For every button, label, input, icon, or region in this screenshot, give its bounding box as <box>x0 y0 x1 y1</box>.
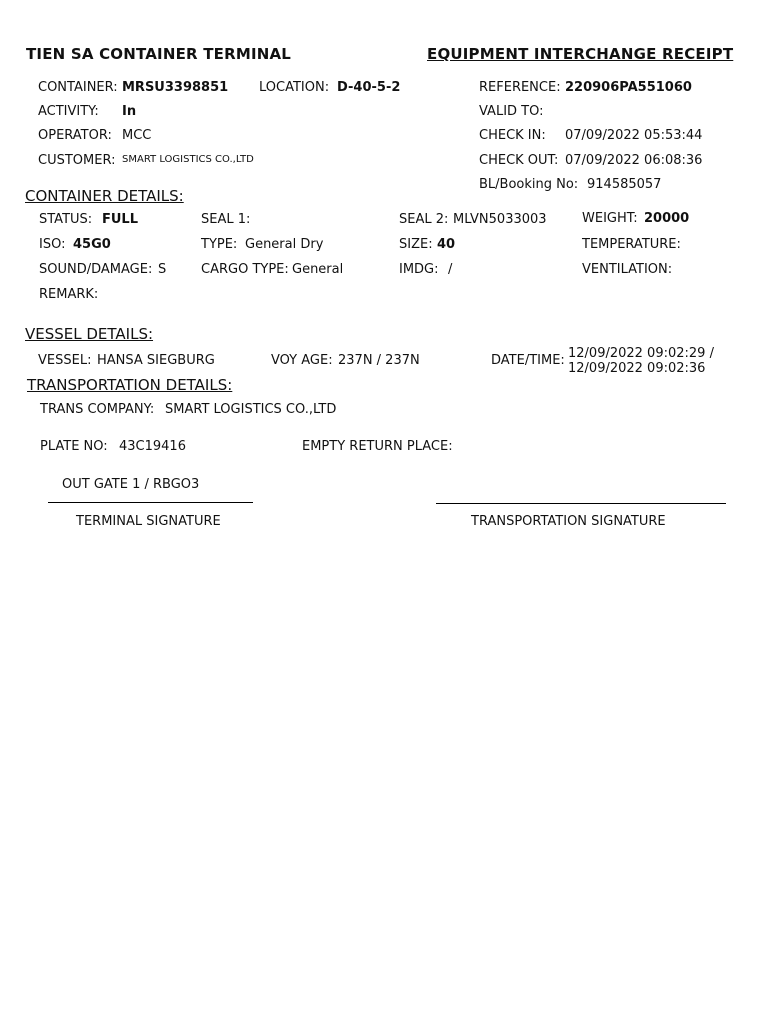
sound-damage-value: S <box>158 262 167 277</box>
vessel-label: VESSEL: <box>38 353 92 368</box>
booking-label: BL/Booking No: <box>479 177 579 192</box>
transport-signature-line <box>436 503 726 504</box>
status-value: FULL <box>102 212 139 227</box>
weight-value: 20000 <box>644 211 690 226</box>
seal2-label: SEAL 2: <box>399 212 449 227</box>
check-in-label: CHECK IN: <box>479 128 546 143</box>
container-details-heading: CONTAINER DETAILS: <box>25 187 184 205</box>
status-label: STATUS: <box>39 212 93 227</box>
weight-label: WEIGHT: <box>582 211 638 226</box>
seal1-label: SEAL 1: <box>201 212 251 227</box>
transport-details-heading: TRANSPORTATION DETAILS: <box>27 376 233 394</box>
datetime-value-line1: 12/09/2022 09:02:29 / <box>568 346 714 361</box>
activity-label: ACTIVITY: <box>38 104 99 119</box>
iso-label: ISO: <box>39 237 66 252</box>
cargo-type-label: CARGO TYPE: <box>201 262 289 277</box>
imdg-value: / <box>448 262 453 277</box>
location-label: LOCATION: <box>259 80 330 95</box>
size-value: 40 <box>437 237 456 252</box>
cargo-type-value: General <box>292 262 344 277</box>
imdg-label: IMDG: <box>399 262 439 277</box>
size-label: SIZE: <box>399 237 433 252</box>
iso-value: 45G0 <box>73 237 111 252</box>
reference-label: REFERENCE: <box>479 80 561 95</box>
seal2-value: MLVN5033003 <box>453 212 547 227</box>
voyage-value: 237N / 237N <box>338 353 420 368</box>
container-value: MRSU3398851 <box>122 80 229 95</box>
reference-value: 220906PA551060 <box>565 80 692 95</box>
remark-label: REMARK: <box>39 287 99 302</box>
terminal-name: TIEN SA CONTAINER TERMINAL <box>26 45 292 63</box>
datetime-label: DATE/TIME: <box>491 353 565 368</box>
document-title: EQUIPMENT INTERCHANGE RECEIPT <box>427 45 734 63</box>
check-out-value: 07/09/2022 06:08:36 <box>565 153 703 168</box>
transport-signature-label: TRANSPORTATION SIGNATURE <box>471 514 666 529</box>
location-value: D-40-5-2 <box>337 80 401 95</box>
terminal-signature-label: TERMINAL SIGNATURE <box>76 514 221 529</box>
ventilation-label: VENTILATION: <box>582 262 673 277</box>
customer-label: CUSTOMER: <box>38 153 116 168</box>
temperature-label: TEMPERATURE: <box>582 237 681 252</box>
type-label: TYPE: <box>201 237 238 252</box>
gate-info: OUT GATE 1 / RBGO3 <box>62 477 200 492</box>
datetime-value-line2: 12/09/2022 09:02:36 <box>568 361 706 376</box>
valid-to-label: VALID TO: <box>479 104 544 119</box>
trans-company-value: SMART LOGISTICS CO.,LTD <box>165 402 337 417</box>
check-out-label: CHECK OUT: <box>479 153 559 168</box>
activity-value: In <box>122 104 137 119</box>
operator-value: MCC <box>122 128 152 143</box>
check-in-value: 07/09/2022 05:53:44 <box>565 128 703 143</box>
sound-damage-label: SOUND/DAMAGE: <box>39 262 153 277</box>
plate-no-label: PLATE NO: <box>40 439 108 454</box>
operator-label: OPERATOR: <box>38 128 112 143</box>
voyage-label: VOY AGE: <box>271 353 333 368</box>
terminal-signature-line <box>48 502 253 503</box>
plate-no-value: 43C19416 <box>119 439 186 454</box>
vessel-details-heading: VESSEL DETAILS: <box>25 325 154 343</box>
trans-company-label: TRANS COMPANY: <box>40 402 155 417</box>
booking-value: 914585057 <box>587 177 662 192</box>
type-value: General Dry <box>245 237 324 252</box>
empty-return-place-label: EMPTY RETURN PLACE: <box>302 439 453 454</box>
vessel-value: HANSA SIEGBURG <box>97 353 215 368</box>
customer-value: SMART LOGISTICS CO.,LTD <box>122 154 254 165</box>
container-label: CONTAINER: <box>38 80 118 95</box>
